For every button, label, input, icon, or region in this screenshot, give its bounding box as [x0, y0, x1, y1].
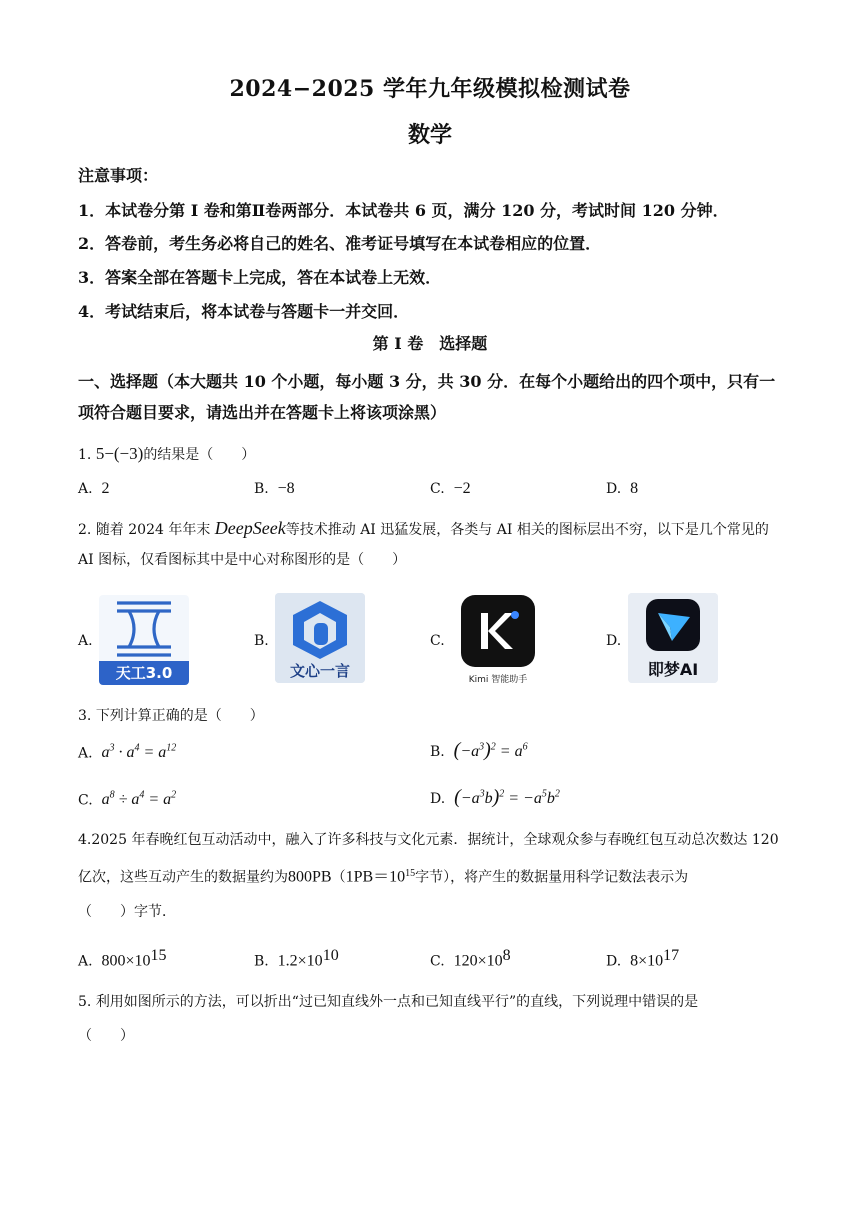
part-title: 第 I 卷 选择题: [372, 334, 488, 353]
section-description: 一、选择题（本大题共 10 个小题，每小题 3 分，共 30 分．在每个小题给出的四个项中，只有一项符合题目要求，请选出并在答题卡上将该项涂黑）: [78, 372, 776, 422]
answer-parentheses: （ ）: [78, 1028, 134, 1044]
brand-name: DeepSeek: [214, 518, 286, 538]
question-text: 随着 2024 年年末: [95, 522, 211, 538]
option-value: 8×10: [630, 952, 664, 970]
notice-item: 1．本试卷分第 I 卷和第Ⅱ卷两部分．本试卷共 6 页，满分 120 分，考试时间 120 分钟．: [78, 201, 729, 220]
option-label: B.: [254, 481, 269, 497]
question-text: 2025 年春晚红包互动活动中，融入了许多科技与文化元素．据统计，全球观众参与春晚红包互动总次数达 120 亿次，这些互动产生的数据量约为: [78, 832, 779, 886]
math-expression: $a^8 \div a^4 = a^2$: [101, 790, 177, 809]
option-value: −8: [277, 480, 295, 497]
exponent: 8: [502, 947, 511, 964]
logo-text: 即梦AI: [647, 660, 699, 679]
math-expression: $(-a^3b)^2 = -a^5b^2$: [454, 786, 560, 808]
option-label[interactable]: A.: [78, 633, 93, 649]
option-label: D.: [430, 791, 446, 807]
question-text: （: [331, 869, 346, 886]
question-number: 4.: [78, 832, 92, 848]
question-number: 2.: [78, 522, 92, 538]
option-value: 8: [630, 480, 639, 497]
notice-item: 3．答案全部在答题卡上完成，答在本试卷上无效．: [78, 268, 442, 287]
option-label[interactable]: C.: [430, 633, 445, 649]
option-label: D.: [606, 481, 622, 497]
exponent: 15: [150, 947, 167, 964]
option-a[interactable]: [78, 480, 109, 498]
exponent: 10: [322, 947, 339, 964]
option-c[interactable]: [78, 790, 176, 809]
option-label: A.: [78, 953, 93, 970]
question-text: （ ）字节．: [78, 903, 176, 920]
option-label[interactable]: B.: [254, 633, 269, 649]
option-b[interactable]: [254, 947, 339, 971]
jimeng-logo-icon: [628, 593, 718, 683]
option-a[interactable]: [78, 947, 167, 971]
logo-text: 天工3.0: [115, 664, 173, 682]
notice-item: 2．答卷前，考生务必将自己的姓名、准考证号填写在本试卷相应的位置．: [78, 234, 602, 253]
option-label: C.: [430, 953, 445, 970]
unit-definition: 1PB＝10: [345, 868, 406, 886]
tiangong-logo-icon: [99, 595, 189, 685]
question-1-stem: [78, 444, 255, 464]
option-label: D.: [606, 953, 622, 970]
option-value: −2: [453, 480, 471, 497]
option-value: 1.2×10: [277, 952, 323, 970]
exponent: 17: [663, 947, 680, 964]
subject-title: 数学: [407, 122, 452, 148]
wenxin-logo-icon: [275, 593, 365, 683]
option-label[interactable]: D.: [606, 633, 622, 649]
question-text: 字节），将产生的数据量用科学记数法表示为: [415, 869, 689, 886]
option-value: 2: [101, 480, 110, 497]
question-text: 利用如图所示的方法，可以折出“过已知直线外一点和已知直线平行”的直线，下列说理中错误的是: [95, 994, 699, 1010]
data-amount: 800PB: [288, 868, 332, 886]
option-label: C.: [430, 481, 445, 497]
question-number: 5.: [78, 994, 92, 1010]
question-5-stem: [78, 985, 783, 1053]
question-text: 的结果是（ ）: [143, 447, 256, 463]
option-value: 800×10: [101, 952, 151, 970]
math-expression: 5−(−3): [95, 444, 144, 463]
question-number: 1.: [78, 447, 92, 463]
kimi-logo-icon: [455, 593, 541, 689]
logo-text: 文心一言: [289, 662, 350, 680]
option-c[interactable]: [430, 947, 511, 971]
math-expression: $a^3 \cdot a^4 = a^{12}$: [101, 743, 177, 762]
option-d[interactable]: [606, 480, 638, 498]
option-label: A.: [78, 481, 93, 497]
option-label: B.: [254, 953, 269, 970]
question-number: 3.: [78, 708, 92, 724]
logo-text: Kimi 智能助手: [468, 675, 528, 685]
question-4-stem: [78, 823, 783, 929]
option-label: A.: [78, 745, 93, 762]
option-d[interactable]: [606, 947, 679, 971]
option-b[interactable]: [430, 739, 528, 762]
question-3-stem: [78, 705, 264, 725]
exam-title: 2024−2025 学年九年级模拟检测试卷: [229, 76, 631, 102]
option-c[interactable]: [430, 480, 471, 498]
option-label: C.: [78, 792, 93, 809]
notice-heading: 注意事项：: [78, 166, 159, 185]
question-text: 等技术推动 AI 迅猛发展，各类与 AI 相关的图标层出不穷，以下是几个常见的 AI 图标，仅看图标其中是中心对称图形的是（ ）: [78, 522, 769, 568]
math-expression: $(-a^3)^2 = a^6$: [453, 739, 528, 761]
exponent: 15: [405, 868, 416, 879]
option-value: 120×10: [453, 952, 503, 970]
notice-item: 4．考试结束后，将本试卷与答题卡一并交回．: [78, 302, 410, 321]
question-2-stem: [78, 513, 783, 575]
option-d[interactable]: [430, 786, 560, 809]
question-text: 下列计算正确的是（ ）: [95, 708, 264, 724]
option-b[interactable]: [254, 480, 295, 498]
option-a[interactable]: [78, 743, 176, 762]
option-label: B.: [430, 744, 445, 760]
